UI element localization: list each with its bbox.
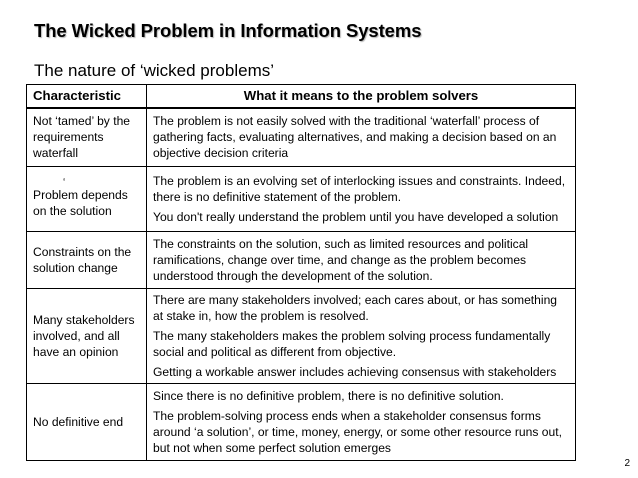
- table-header-row: [27, 85, 576, 109]
- meaning-paragraph: The problem-solving process ends when a stakeholder consensus forms around ‘a solution’, or time, money, energy, or some other resource runs out, but not when some perfect solution emerges: [153, 408, 562, 455]
- characteristic-cell: Many stakeholders involved, and all have an opinion: [27, 288, 147, 383]
- table-row: [27, 288, 576, 383]
- characteristic-cell: Not ‘tamed’ by the requirements waterfall: [27, 108, 147, 166]
- page-number: 2: [624, 458, 630, 469]
- column-header-meaning: What it means to the problem solvers: [147, 85, 576, 109]
- table-row: [27, 108, 576, 166]
- meaning-cell: [147, 231, 576, 288]
- table-row: [27, 383, 576, 460]
- slide-title: The Wicked Problem in Information Systems: [34, 20, 422, 41]
- meaning-cell: [147, 383, 576, 460]
- meaning-paragraph: There are many stakeholders involved; each cares about, or has something at stake in, how the problem is resolved.: [153, 292, 558, 323]
- meaning-cell: [147, 166, 576, 231]
- characteristic-cell: Constraints on the solution change: [27, 231, 147, 288]
- meaning-cell: [147, 288, 576, 383]
- characteristic-text: Problem depends on the solution: [33, 187, 128, 218]
- meaning-paragraph: Getting a workable answer includes achieving consensus with stakeholders: [153, 364, 557, 379]
- meaning-paragraph: The many stakeholders makes the problem solving process fundamentally social and political as different from objective.: [153, 328, 551, 359]
- characteristics-table: [26, 84, 576, 461]
- stray-quote-mark: ‘: [63, 176, 66, 188]
- characteristic-cell: [27, 166, 147, 231]
- table-row: [27, 166, 576, 231]
- meaning-paragraph: The problem is an evolving set of interlocking issues and constraints. Indeed, there is no definitive statement of the problem.: [153, 173, 566, 204]
- table-row: [27, 231, 576, 288]
- meaning-paragraph: Since there is no definitive problem, there is no definitive solution.: [153, 388, 504, 403]
- meaning-paragraph: The constraints on the solution, such as limited resources and political ramifications, change over time, and change as the problem becomes understood through the development of the solution.: [153, 236, 529, 283]
- slide-subtitle: The nature of ‘wicked problems’: [34, 61, 275, 80]
- column-header-characteristic: Characteristic: [27, 85, 147, 109]
- meaning-cell: [147, 108, 576, 166]
- meaning-paragraph: The problem is not easily solved with the traditional ‘waterfall’ process of gathering facts, evaluating alternatives, and making a decision based on an objective decision criteria: [153, 114, 557, 161]
- characteristic-cell: No definitive end: [27, 383, 147, 460]
- meaning-paragraph: You don't really understand the problem until you have developed a solution: [153, 209, 559, 224]
